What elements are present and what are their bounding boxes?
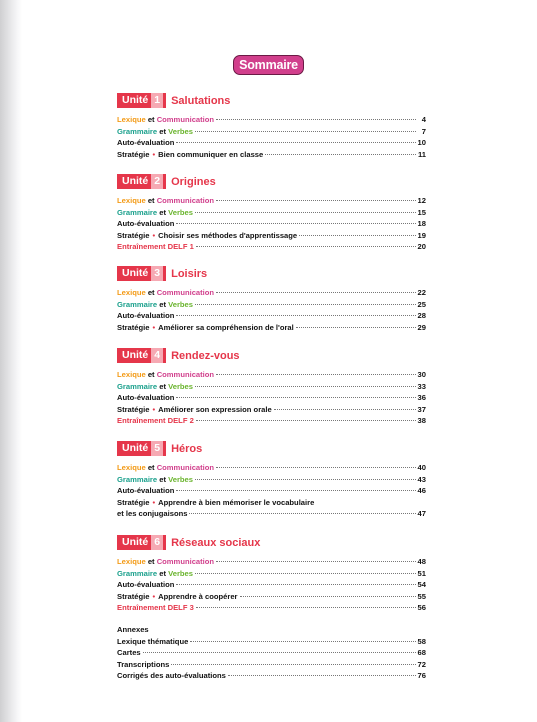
toc-entry-part: et <box>145 115 157 124</box>
annex-entry-text: Cartes <box>117 648 141 658</box>
unit-header <box>117 441 426 456</box>
toc-entry-part: et <box>157 474 169 484</box>
toc-entry[interactable] <box>117 126 426 138</box>
unit-title: Salutations <box>171 94 231 107</box>
annex-entry-text: Lexique thématique <box>117 636 189 646</box>
unit-badge-label: Unité <box>122 94 149 106</box>
toc-entry[interactable] <box>117 310 426 322</box>
unit-title: Rendez-vous <box>171 349 240 362</box>
dot-leader <box>195 131 416 132</box>
toc-page-number: 36 <box>417 393 426 403</box>
toc-page-number: 30 <box>417 370 426 379</box>
dot-leader <box>189 513 415 514</box>
toc-entry-part: Entraînement DELF 1 <box>117 242 194 252</box>
toc-entry[interactable] <box>117 218 426 230</box>
dot-leader <box>190 641 415 642</box>
toc-entry-part: Améliorer sa compréhension de l'oral <box>158 322 294 332</box>
toc-entry[interactable] <box>117 381 426 393</box>
dot-leader <box>195 304 416 305</box>
unit-badge <box>117 348 166 363</box>
toc-entry[interactable] <box>117 241 426 253</box>
toc-entry[interactable] <box>117 322 426 334</box>
toc-entry-part: Stratégie <box>117 591 150 601</box>
dot-leader <box>196 420 416 421</box>
dot-leader <box>216 200 415 201</box>
unit-badge-label: Unité <box>122 536 149 548</box>
unit-badge <box>117 441 166 456</box>
toc-entry[interactable] <box>117 485 426 497</box>
unit-badge-label: Unité <box>122 442 149 454</box>
annex-entry-text: Transcriptions <box>117 659 170 669</box>
toc-entry-text <box>117 579 174 591</box>
toc-entry-part: et <box>157 207 169 217</box>
bullet-icon: • <box>152 404 156 414</box>
unit-block <box>117 266 426 333</box>
unit-title: Origines <box>171 175 216 188</box>
dot-leader <box>216 292 415 293</box>
unit-header <box>117 93 426 108</box>
unit-block <box>117 348 426 427</box>
toc-entry-part: et <box>157 381 169 391</box>
toc-entry-part: Lexique <box>117 288 146 297</box>
toc-entry-text <box>117 568 193 580</box>
toc-entry-part: et <box>157 568 169 578</box>
dot-leader <box>171 664 415 665</box>
toc-entry-text <box>117 497 314 509</box>
dot-leader <box>176 584 415 585</box>
toc-entry-text <box>117 404 272 416</box>
annex-page-number: 68 <box>417 648 426 658</box>
toc-entry-part: Stratégie <box>117 404 150 414</box>
toc-entry-text <box>117 462 214 474</box>
unit-title: Réseaux sociaux <box>171 536 261 549</box>
bullet-icon: • <box>152 591 156 601</box>
toc-entry-text <box>117 474 193 486</box>
unit-number: 6 <box>151 535 163 550</box>
toc-entry-part: Communication <box>156 115 215 124</box>
toc-entry-part: et <box>145 288 157 297</box>
toc-entry-part: Communication <box>156 463 215 472</box>
unit-badge <box>117 93 166 108</box>
toc-entry-text <box>117 230 297 242</box>
toc-entry-part: Auto-évaluation <box>117 393 175 403</box>
toc-entry-text <box>117 591 238 603</box>
toc-entry-part: Lexique <box>117 557 146 566</box>
toc-entry-part: Verbes <box>168 568 194 578</box>
toc-page-number: 15 <box>417 207 426 217</box>
toc-entry[interactable] <box>117 474 426 486</box>
toc-page-number: 47 <box>417 509 426 519</box>
toc-page-number: 22 <box>417 288 426 297</box>
unit-badge <box>117 535 166 550</box>
toc-page-number: 40 <box>417 463 426 472</box>
unit-badge <box>117 266 166 281</box>
toc-entry[interactable] <box>117 404 426 416</box>
toc-entry[interactable] <box>117 568 426 580</box>
toc-entry[interactable] <box>117 207 426 219</box>
toc-page-number: 25 <box>417 299 426 309</box>
toc-entry-part: Stratégie <box>117 230 150 240</box>
toc-entry-text <box>117 381 193 393</box>
toc-entry-part: Lexique <box>117 370 146 379</box>
toc-page-number: 12 <box>417 196 426 205</box>
toc-entry[interactable] <box>117 602 426 614</box>
toc-entry-part: Auto-évaluation <box>117 311 175 321</box>
unit-number: 4 <box>151 348 163 363</box>
toc-entry-part: Apprendre à bien mémoriser le vocabulaire <box>158 497 315 507</box>
toc-entry-part: Verbes <box>168 207 194 217</box>
dot-leader <box>216 561 415 562</box>
dot-leader <box>216 467 415 468</box>
toc-entry[interactable] <box>117 287 426 299</box>
toc-page-number: 29 <box>417 322 426 332</box>
toc-entry[interactable] <box>117 114 426 126</box>
dot-leader <box>216 374 415 375</box>
toc-page-number: 4 <box>421 115 426 124</box>
toc-entry-part: Communication <box>156 196 215 205</box>
dot-leader <box>195 212 416 213</box>
toc-entry-text <box>117 195 214 207</box>
toc-entry-text <box>117 241 194 253</box>
toc-entry-text <box>117 310 174 322</box>
toc-page-number: 7 <box>421 126 426 136</box>
title-wrap <box>0 55 537 75</box>
toc-entry-part: Auto-évaluation <box>117 138 175 148</box>
toc-entry[interactable] <box>117 556 426 568</box>
annex-entry[interactable] <box>117 647 426 659</box>
toc-page-number: 46 <box>417 486 426 496</box>
toc-entry-part: Communication <box>156 370 215 379</box>
toc-entry-part: Bien communiquer en classe <box>158 149 264 159</box>
annex-page-number: 72 <box>417 659 426 669</box>
toc-entry-part: Communication <box>156 557 215 566</box>
toc-entry-part: et <box>157 299 169 309</box>
unit-badge-label: Unité <box>122 267 149 279</box>
bullet-icon: • <box>152 322 156 332</box>
toc-page-number: 10 <box>417 138 426 148</box>
toc-page-number: 28 <box>417 311 426 321</box>
unit-number: 5 <box>151 441 163 456</box>
toc-entry-part: Grammaire <box>117 568 158 578</box>
toc-entry[interactable] <box>117 392 426 404</box>
toc-entry-text <box>117 415 194 427</box>
toc-entry-part: Entraînement DELF 2 <box>117 416 194 426</box>
dot-leader <box>176 223 415 224</box>
toc-entry-part: et <box>145 370 157 379</box>
toc-entry[interactable] <box>117 230 426 242</box>
toc-entry-part: Verbes <box>168 474 194 484</box>
unit-title: Loisirs <box>171 267 208 280</box>
toc-entry-text <box>117 508 187 520</box>
toc-entry[interactable] <box>117 195 426 207</box>
unit-block <box>117 535 426 614</box>
unit-title: Héros <box>171 442 203 455</box>
dot-leader <box>265 154 416 155</box>
dot-leader <box>274 409 416 410</box>
toc-entry[interactable] <box>117 497 426 509</box>
toc-entry-text <box>117 114 214 126</box>
toc-page-number: 48 <box>417 557 426 566</box>
dot-leader <box>195 479 416 480</box>
toc-entry-part: et les conjugaisons <box>117 509 188 519</box>
dot-leader <box>299 235 415 236</box>
unit-number: 1 <box>151 93 163 108</box>
dot-leader <box>176 397 415 398</box>
unit-number: 2 <box>151 174 163 189</box>
toc-entry-part: Grammaire <box>117 126 158 136</box>
toc-entry-part: Verbes <box>168 381 194 391</box>
toc-entry[interactable] <box>117 299 426 311</box>
annex-page-number: 58 <box>417 636 426 646</box>
toc-entry[interactable] <box>117 149 426 161</box>
toc-entry-part: Grammaire <box>117 299 158 309</box>
toc-entry-text <box>117 137 174 149</box>
unit-header <box>117 348 426 363</box>
toc-entry-part: Verbes <box>168 126 194 136</box>
bullet-icon: • <box>152 497 156 507</box>
toc-entry-text <box>117 299 193 311</box>
dot-leader <box>216 119 416 120</box>
annexes-heading: Annexes <box>117 625 149 634</box>
toc-entry-part: Auto-évaluation <box>117 486 175 496</box>
toc-entry-part: Choisir ses méthodes d'apprentissage <box>158 230 298 240</box>
toc-entry-text <box>117 218 174 230</box>
toc-entry-part: Apprendre à coopérer <box>158 591 238 601</box>
toc-page-number: 19 <box>417 230 426 240</box>
annex-entry[interactable] <box>117 659 426 671</box>
toc-entry-text <box>117 485 174 497</box>
toc-entry-text <box>117 556 214 568</box>
unit-badge <box>117 174 166 189</box>
annex-entry-text: Corrigés des auto-évaluations <box>117 671 226 681</box>
annex-entry[interactable] <box>117 636 426 648</box>
dot-leader <box>176 142 415 143</box>
toc-entry-part: Lexique <box>117 463 146 472</box>
toc-entry-text <box>117 126 193 138</box>
toc-page-number: 55 <box>417 591 426 601</box>
toc-entry-part: et <box>145 196 157 205</box>
toc-entry-part: Verbes <box>168 299 194 309</box>
dot-leader <box>176 315 415 316</box>
toc-entry[interactable] <box>117 415 426 427</box>
toc-entry-part: Lexique <box>117 196 146 205</box>
toc-entry-part: Entraînement DELF 3 <box>117 603 194 613</box>
toc-entry-text <box>117 287 214 299</box>
toc-page-number: 38 <box>417 416 426 426</box>
dot-leader <box>195 573 416 574</box>
toc-entry[interactable] <box>117 137 426 149</box>
toc-entry-text <box>117 602 194 614</box>
toc-entry-text <box>117 207 193 219</box>
bullet-icon: • <box>152 149 156 159</box>
page-title: Sommaire <box>233 55 304 75</box>
toc-entry[interactable] <box>117 579 426 591</box>
unit-header <box>117 174 426 189</box>
annex-entry[interactable] <box>117 670 426 682</box>
dot-leader <box>176 490 415 491</box>
toc-entry[interactable] <box>117 591 426 603</box>
unit-header <box>117 266 426 281</box>
toc-page-number: 18 <box>417 219 426 229</box>
toc-entry-part: Communication <box>156 288 215 297</box>
toc-entry-part: Grammaire <box>117 207 158 217</box>
toc-page-number: 20 <box>417 242 426 252</box>
toc-entry-part: et <box>157 126 169 136</box>
annexes-section <box>117 624 426 682</box>
dot-leader <box>296 327 416 328</box>
toc-entry-part: Améliorer son expression orale <box>158 404 272 414</box>
toc-entry-part: et <box>145 557 157 566</box>
dot-leader <box>240 596 416 597</box>
toc-entry-text <box>117 369 214 381</box>
dot-leader <box>143 652 416 653</box>
dot-leader <box>196 246 416 247</box>
toc-entry-part: et <box>145 463 157 472</box>
unit-header <box>117 535 426 550</box>
toc-page-number: 51 <box>417 568 426 578</box>
toc-entry-part: Auto-évaluation <box>117 219 175 229</box>
unit-block <box>117 174 426 253</box>
toc-entry-part: Auto-évaluation <box>117 580 175 590</box>
toc-page-number: 43 <box>417 474 426 484</box>
bullet-icon: • <box>152 230 156 240</box>
toc-page-number: 54 <box>417 580 426 590</box>
toc-entry-part: Grammaire <box>117 474 158 484</box>
toc-entry-part: Stratégie <box>117 149 150 159</box>
unit-block <box>117 93 426 160</box>
toc-entry[interactable] <box>117 369 426 381</box>
annex-page-number: 76 <box>417 671 426 681</box>
unit-badge-label: Unité <box>122 349 149 361</box>
dot-leader <box>196 607 416 608</box>
toc-entry-part: Grammaire <box>117 381 158 391</box>
toc-page-number: 33 <box>417 381 426 391</box>
toc-page-number: 37 <box>417 404 426 414</box>
toc-page-number: 11 <box>417 149 426 159</box>
toc-entry-text <box>117 149 263 161</box>
unit-number: 3 <box>151 266 163 281</box>
dot-leader <box>228 675 416 676</box>
toc-entry[interactable] <box>117 462 426 474</box>
toc-entry-part: Stratégie <box>117 322 150 332</box>
toc-page-number: 56 <box>417 603 426 613</box>
toc-entry[interactable] <box>117 508 426 520</box>
toc-entry-text <box>117 322 294 334</box>
dot-leader <box>195 386 416 387</box>
toc-entry-text <box>117 392 174 404</box>
unit-badge-label: Unité <box>122 175 149 187</box>
toc-entry-part: Lexique <box>117 115 146 124</box>
annexes-list <box>117 636 426 682</box>
toc-entry-part: Stratégie <box>117 497 150 507</box>
unit-block <box>117 441 426 520</box>
